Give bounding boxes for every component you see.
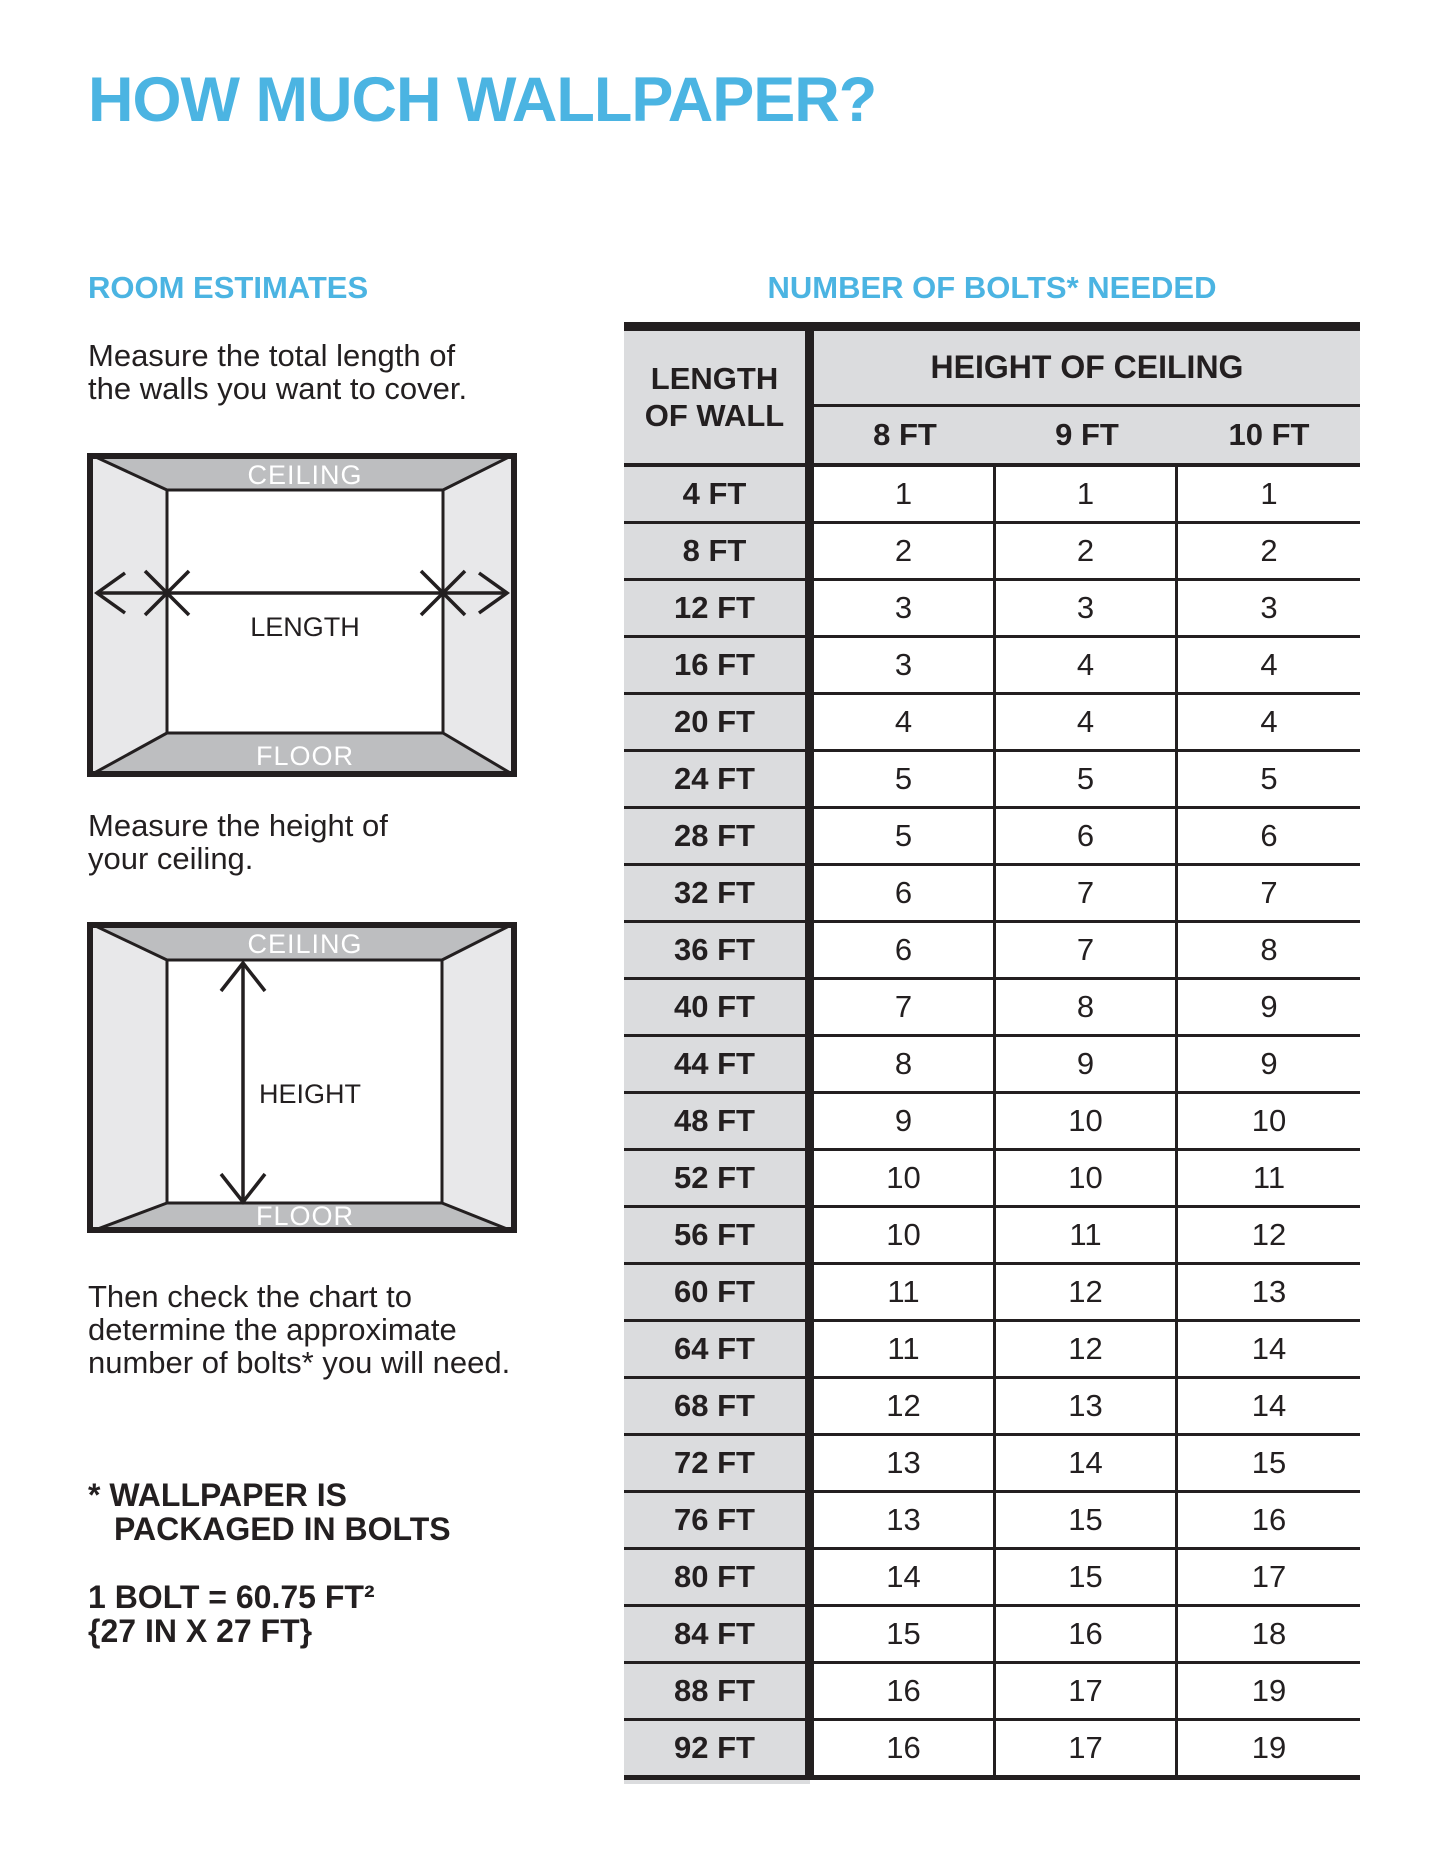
bolt-count-cell: 4	[1260, 647, 1278, 682]
wall-length-cell: 48 FT	[624, 1094, 805, 1148]
bolt-count-cell: 17	[996, 1664, 1178, 1718]
table-divider	[805, 809, 814, 863]
instruction-measure-length	[88, 339, 467, 405]
wall-length-cell: 44 FT	[624, 1037, 805, 1091]
bolt-count-cell: 4	[1260, 704, 1278, 739]
table-top-border	[624, 322, 1360, 331]
table-divider	[805, 923, 814, 977]
bolt-count-cell: 10	[996, 1151, 1178, 1205]
room-height-diagram	[87, 922, 517, 1233]
table-row	[624, 1094, 1360, 1151]
wall-length-cell: 76 FT	[624, 1493, 805, 1547]
table-divider	[805, 1550, 814, 1604]
wall-length-cell: 36 FT	[624, 923, 805, 977]
wall-length-cell: 4 FT	[624, 467, 805, 521]
col-header-10ft: 10 FT	[1228, 417, 1310, 452]
table-row	[624, 1550, 1360, 1607]
bolt-count-cell: 10	[996, 1094, 1178, 1148]
table-row	[624, 524, 1360, 581]
bolt-count-cell: 14	[814, 1550, 996, 1604]
bolts-needed-table	[624, 322, 1360, 1784]
bolt-count-cell: 7	[1260, 875, 1278, 910]
bolt-count-cell: 19	[1251, 1673, 1287, 1708]
bolt-size-line: {27 IN X 27 FT}	[88, 1613, 313, 1649]
instruction-measure-height	[88, 809, 388, 875]
bolt-count-cell: 9	[814, 1094, 996, 1148]
wall-length-cell: 80 FT	[624, 1550, 805, 1604]
table-row	[624, 809, 1360, 866]
bolt-count-cell: 6	[814, 923, 996, 977]
wall-length-cell: 64 FT	[624, 1322, 805, 1376]
table-row	[624, 866, 1360, 923]
floor-label: FLOOR	[255, 1201, 355, 1231]
wall-length-cell: 52 FT	[624, 1151, 805, 1205]
bolt-count-cell: 10	[1251, 1103, 1287, 1138]
wall-length-cell: 12 FT	[624, 581, 805, 635]
bolt-count-cell: 5	[814, 752, 996, 806]
bolt-count-cell: 4	[996, 638, 1178, 692]
table-row	[624, 1664, 1360, 1721]
instruction-line: your ceiling.	[88, 841, 254, 876]
room-estimates-heading: ROOM ESTIMATES	[88, 270, 369, 305]
table-divider	[805, 1037, 814, 1091]
length-label: LENGTH	[250, 612, 360, 642]
bolt-count-cell: 8	[1260, 932, 1278, 967]
bolt-count-cell: 2	[1260, 533, 1278, 568]
table-divider	[805, 1379, 814, 1433]
bolt-count-cell: 12	[996, 1322, 1178, 1376]
bolt-count-cell: 13	[996, 1379, 1178, 1433]
col-header-8ft: 8 FT	[873, 417, 937, 452]
bolt-count-cell: 10	[814, 1208, 996, 1262]
right-wall-panel	[442, 922, 517, 1233]
table-divider	[805, 1721, 814, 1775]
bolt-size-info	[88, 1580, 375, 1648]
room-length-diagram	[87, 453, 517, 777]
bolt-count-cell: 4	[814, 695, 996, 749]
wall-length-cell: 24 FT	[624, 752, 805, 806]
table-divider	[805, 467, 814, 521]
bolt-count-cell: 3	[814, 581, 996, 635]
table-row	[624, 581, 1360, 638]
ceiling-label: CEILING	[247, 460, 363, 490]
wall-length-cell: 8 FT	[624, 524, 805, 578]
table-row	[624, 1265, 1360, 1322]
bolt-count-cell: 11	[814, 1265, 996, 1319]
footnote-line: * WALLPAPER IS	[88, 1477, 347, 1513]
height-of-ceiling-header: HEIGHT OF CEILING	[814, 331, 1360, 407]
table-divider	[805, 866, 814, 920]
table-row	[624, 752, 1360, 809]
table-row	[624, 923, 1360, 980]
bolt-count-cell: 16	[996, 1607, 1178, 1661]
bolt-count-cell: 9	[996, 1037, 1178, 1091]
table-row	[624, 1607, 1360, 1664]
table-divider	[805, 331, 814, 463]
bolt-count-cell: 12	[1251, 1217, 1287, 1252]
wall-length-cell: 60 FT	[624, 1265, 805, 1319]
page-title: HOW MUCH WALLPAPER?	[88, 65, 877, 135]
height-label: HEIGHT	[259, 1079, 362, 1109]
bolt-count-cell: 14	[1251, 1331, 1287, 1366]
bolt-count-cell: 1	[814, 467, 996, 521]
bolt-count-cell: 18	[1251, 1616, 1287, 1651]
bolt-count-cell: 12	[996, 1265, 1178, 1319]
wall-length-cell: 68 FT	[624, 1379, 805, 1433]
table-divider	[805, 980, 814, 1034]
ceiling-subheader-row	[814, 407, 1360, 463]
bolt-count-cell: 19	[1251, 1730, 1287, 1765]
bolt-count-cell: 7	[814, 980, 996, 1034]
bolt-count-cell: 5	[814, 809, 996, 863]
right-wall-panel	[443, 453, 517, 777]
bolt-count-cell: 2	[996, 524, 1178, 578]
table-row	[624, 1322, 1360, 1379]
table-header	[624, 331, 1360, 463]
instruction-line: the walls you want to cover.	[88, 371, 468, 406]
bolt-count-cell: 13	[1251, 1274, 1287, 1309]
bolt-count-cell: 3	[814, 638, 996, 692]
table-row	[624, 1379, 1360, 1436]
table-row	[624, 1037, 1360, 1094]
table-row	[624, 638, 1360, 695]
table-row	[624, 467, 1360, 524]
table-divider	[805, 1265, 814, 1319]
bolt-count-cell: 2	[814, 524, 996, 578]
instruction-line: Measure the height of	[88, 808, 388, 843]
instruction-check-chart	[88, 1280, 510, 1379]
bolt-count-cell: 13	[814, 1493, 996, 1547]
bolt-count-cell: 6	[814, 866, 996, 920]
bolt-count-cell: 11	[814, 1322, 996, 1376]
table-row	[624, 1151, 1360, 1208]
instruction-line: determine the approximate	[88, 1312, 457, 1347]
bolt-count-cell: 14	[1251, 1388, 1287, 1423]
left-wall-panel	[87, 922, 167, 1233]
bolt-count-cell: 16	[814, 1664, 996, 1718]
bolt-count-cell: 16	[814, 1721, 996, 1775]
wall-length-cell: 40 FT	[624, 980, 805, 1034]
wall-length-cell: 20 FT	[624, 695, 805, 749]
wall-length-cell: 28 FT	[624, 809, 805, 863]
bolt-count-cell: 3	[1260, 590, 1278, 625]
left-wall-panel	[87, 453, 167, 777]
table-divider	[805, 1094, 814, 1148]
bolt-count-cell: 17	[1251, 1559, 1287, 1594]
table-row	[624, 1436, 1360, 1493]
ceiling-header-group	[814, 331, 1360, 463]
bolt-count-cell: 17	[996, 1721, 1178, 1775]
col-header-9ft: 9 FT	[1055, 417, 1119, 452]
bolt-count-cell: 13	[814, 1436, 996, 1490]
instruction-line: Measure the total length of	[88, 338, 456, 373]
wall-length-cell: 56 FT	[624, 1208, 805, 1262]
bolt-count-cell: 15	[996, 1550, 1178, 1604]
bolt-size-line: 1 BOLT = 60.75 FT²	[88, 1579, 375, 1615]
table-divider	[805, 1436, 814, 1490]
bolt-count-cell: 14	[996, 1436, 1178, 1490]
table-divider	[805, 581, 814, 635]
table-row	[624, 1721, 1360, 1775]
instruction-line: number of bolts* you will need.	[88, 1345, 511, 1380]
length-of-wall-header	[624, 331, 805, 463]
bolt-count-cell: 6	[1260, 818, 1278, 853]
table-row	[624, 1493, 1360, 1550]
wall-length-cell: 32 FT	[624, 866, 805, 920]
wall-length-cell: 92 FT	[624, 1721, 805, 1775]
table-divider	[805, 1208, 814, 1262]
bolt-count-cell: 8	[814, 1037, 996, 1091]
bolt-count-cell: 15	[996, 1493, 1178, 1547]
table-row	[624, 980, 1360, 1037]
bolt-count-cell: 7	[996, 923, 1178, 977]
bolt-count-cell: 3	[996, 581, 1178, 635]
table-divider	[805, 752, 814, 806]
bolt-count-cell: 6	[996, 809, 1178, 863]
table-row	[624, 695, 1360, 752]
table-row	[624, 1208, 1360, 1265]
table-divider	[805, 695, 814, 749]
table-divider	[805, 1151, 814, 1205]
table-body	[624, 467, 1360, 1775]
table-divider	[805, 524, 814, 578]
bolt-count-cell: 5	[996, 752, 1178, 806]
wall-length-cell: 16 FT	[624, 638, 805, 692]
ceiling-label: CEILING	[247, 929, 363, 959]
table-gray-tail	[624, 1780, 810, 1784]
bolt-count-cell: 11	[996, 1208, 1178, 1262]
table-divider	[805, 638, 814, 692]
bolt-count-cell: 4	[996, 695, 1178, 749]
instruction-line: Then check the chart to	[88, 1279, 412, 1314]
bolt-count-cell: 9	[1260, 989, 1278, 1024]
table-divider	[805, 1322, 814, 1376]
footnote-line: PACKAGED IN BOLTS	[114, 1511, 451, 1547]
footnote-wallpaper-bolts	[88, 1478, 451, 1546]
wall-length-cell: 84 FT	[624, 1607, 805, 1661]
wall-length-cell: 72 FT	[624, 1436, 805, 1490]
bolt-count-cell: 7	[996, 866, 1178, 920]
bolt-count-cell: 1	[996, 467, 1178, 521]
bolt-count-cell: 16	[1251, 1502, 1287, 1537]
bolt-count-cell: 9	[1260, 1046, 1278, 1081]
bolt-count-cell: 11	[1252, 1160, 1286, 1195]
bolt-count-cell: 8	[996, 980, 1178, 1034]
floor-label: FLOOR	[255, 741, 355, 771]
table-divider	[805, 1607, 814, 1661]
header-line: OF WALL	[644, 398, 785, 433]
bolt-count-cell: 12	[814, 1379, 996, 1433]
room-height-svg	[87, 922, 517, 1233]
bolt-count-cell: 5	[1260, 761, 1278, 796]
table-title: NUMBER OF BOLTS* NEEDED	[767, 270, 1217, 305]
room-length-svg	[87, 453, 517, 777]
bolt-count-cell: 10	[814, 1151, 996, 1205]
bolt-count-cell: 1	[1260, 476, 1278, 511]
table-divider	[805, 1664, 814, 1718]
bolt-count-cell: 15	[1251, 1445, 1287, 1480]
bolt-count-cell: 15	[814, 1607, 996, 1661]
table-divider	[805, 1493, 814, 1547]
header-line: LENGTH	[650, 361, 779, 396]
wall-length-cell: 88 FT	[624, 1664, 805, 1718]
